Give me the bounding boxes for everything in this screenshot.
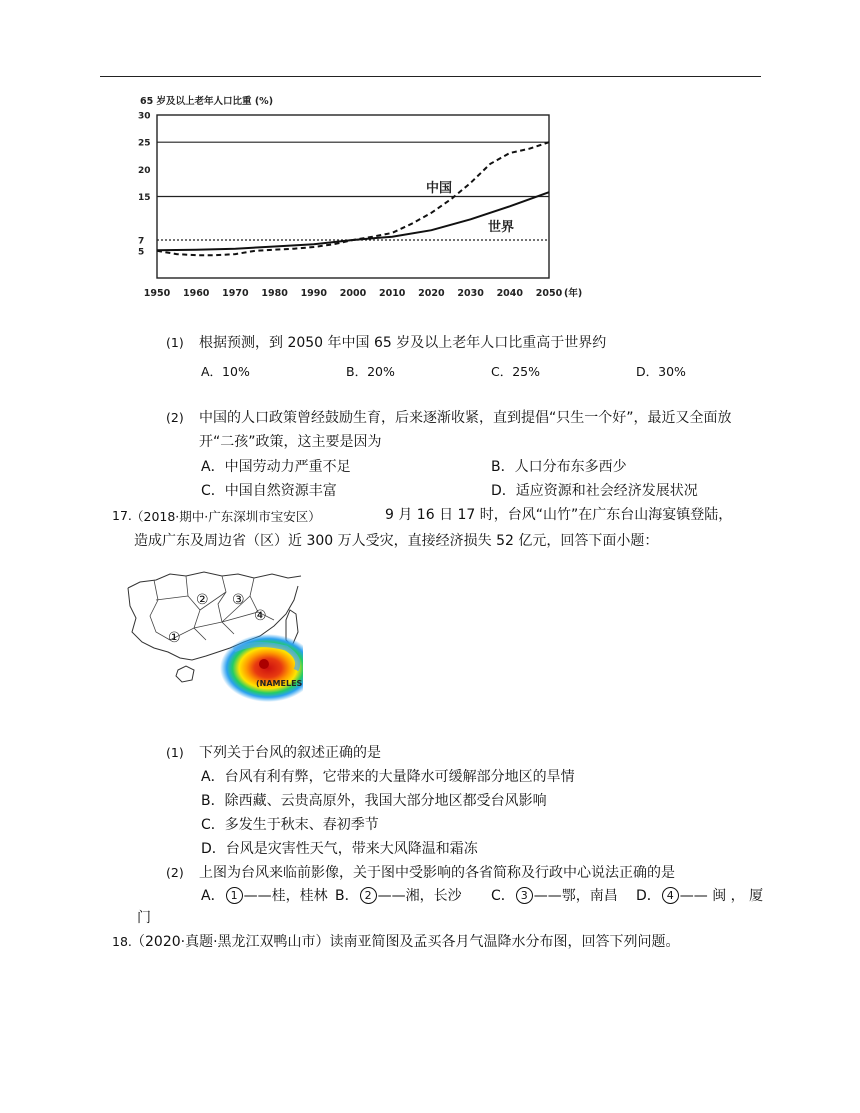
q17-sub2-option-d[interactable] <box>636 886 763 906</box>
option-prefix: B． <box>335 888 359 904</box>
q18-number: 18. <box>112 934 132 949</box>
q16-sub2-stem-line2: 开“二孩”政策，这主要是因为 <box>199 434 382 450</box>
q16-sub1-option-b[interactable]: B．20% <box>346 364 395 379</box>
q16-sub1-option-d[interactable]: D．30% <box>636 364 686 379</box>
q17-sub1-number: (1) <box>166 745 184 760</box>
q18-text: （2020·真题·黑龙江双鸭山市）读南亚简图及孟买各月气温降水分布图，回答下列问题。 <box>131 934 680 950</box>
option-text: —— 闽 ， 厦 <box>679 888 764 904</box>
x-tick-label: 2010 <box>378 288 406 299</box>
option-prefix: D． <box>636 888 661 904</box>
series-label-china: 中国 <box>426 181 453 196</box>
circled-number: 1 <box>226 887 243 904</box>
y-tick-label: 15 <box>138 193 151 203</box>
circled-number: 2 <box>360 887 377 904</box>
map-label-4: ④ <box>254 608 267 624</box>
q16-sub2-number: (2) <box>166 410 184 425</box>
option-prefix: C． <box>491 888 515 904</box>
q17-stem-line1: 9 月 16 日 17 时，台风“山竹”在广东台山海宴镇登陆， <box>385 507 733 523</box>
q16-sub1-number: (1) <box>166 335 184 350</box>
typhoon-map <box>126 570 303 702</box>
y-tick-label: 20 <box>138 165 151 176</box>
x-tick-label: 2020 <box>418 288 445 299</box>
q17-sub2-stem: 上图为台风来临前影像，关于图中受影响的各省简称及行政中心说法正确的是 <box>199 865 675 881</box>
x-tick-label: 1960 <box>182 288 210 299</box>
q16-sub2-option-d[interactable]: D．适应资源和社会经济发展状况 <box>491 483 698 499</box>
circled-number: 3 <box>516 887 533 904</box>
x-axis-unit: (年) <box>564 288 583 299</box>
q16-sub1-option-c[interactable]: C．25% <box>491 364 541 379</box>
y-tick-label: 7 <box>138 236 145 247</box>
map-label-1: ① <box>168 630 181 646</box>
x-tick-label: 1980 <box>261 288 288 299</box>
header-rule <box>100 76 761 77</box>
q17-sub1-option-d[interactable]: D．台风是灾害性天气，带来大风降温和霜冻 <box>201 841 478 857</box>
x-tick-label: 1990 <box>300 288 328 299</box>
q17-source: （2018·期中·广东深圳市宝安区） <box>131 509 321 524</box>
q17-sub2-option-a[interactable] <box>201 886 328 906</box>
x-tick-label: 1950 <box>143 288 171 299</box>
x-tick-label: 2000 <box>339 288 367 299</box>
map-typhoon-label: (NAMELES <box>256 679 303 688</box>
map-label-3: ③ <box>232 592 245 608</box>
y-tick-label: 30 <box>138 111 151 122</box>
x-tick-label: 1970 <box>222 288 249 299</box>
q17-number: 17. <box>112 508 132 523</box>
circled-number: 4 <box>662 887 679 904</box>
typhoon-eye <box>259 659 269 669</box>
hainan-island <box>176 666 194 682</box>
y-tick-label: 25 <box>138 138 151 149</box>
q16-sub2-option-c[interactable]: C．中国自然资源丰富 <box>201 483 337 499</box>
q16-sub1-stem: 根据预测，到 2050 年中国 65 岁及以上老年人口比重高于世界约 <box>199 335 607 351</box>
series-label-world: 世界 <box>488 220 515 235</box>
q17-sub1-option-a[interactable]: A．台风有利有弊，它带来的大量降水可缓解部分地区的旱情 <box>201 769 575 785</box>
map-label-2: ② <box>196 592 209 608</box>
q16-sub2-stem-line1: 中国的人口政策曾经鼓励生育，后来逐渐收紧，直到提倡“只生一个好”，最近又全面放 <box>199 410 732 426</box>
y-tick-label: 5 <box>138 247 145 258</box>
q16-sub2-option-b[interactable]: B．人口分布东多西少 <box>491 459 627 475</box>
option-text: ——鄂，南昌 <box>533 888 618 904</box>
series-line-china <box>157 142 549 255</box>
q17-sub1-option-b[interactable]: B．除西藏、云贵高原外，我国大部分地区都受台风影响 <box>201 793 547 809</box>
q16-sub1-option-a[interactable]: A．10% <box>201 364 250 379</box>
q16-sub2-option-a[interactable]: A．中国劳动力严重不足 <box>201 459 351 475</box>
aging-population-chart <box>132 90 612 302</box>
q17-sub1-stem: 下列关于台风的叙述正确的是 <box>199 745 381 761</box>
option-prefix: A． <box>201 888 225 904</box>
q17-sub1-option-c[interactable]: C．多发生于秋末、春初季节 <box>201 817 379 833</box>
x-tick-label: 2030 <box>457 288 484 299</box>
x-tick-label: 2050 <box>535 288 563 299</box>
chart-title: 65 岁及以上老年人口比重 (%) <box>140 96 274 107</box>
x-tick-label: 2040 <box>496 288 524 299</box>
option-text: ——湘，长沙 <box>377 888 462 904</box>
q17-sub2-option-b[interactable] <box>335 886 462 906</box>
q17-stem-line2: 造成广东及周边省（区）近 300 万人受灾，直接经济损失 52 亿元，回答下面小题： <box>134 533 659 549</box>
option-text: ——桂，桂林 <box>243 888 328 904</box>
q17-sub2-option-d-wrap: 门 <box>137 910 151 926</box>
q17-sub2-option-c[interactable] <box>491 886 618 906</box>
q17-sub2-number: (2) <box>166 865 184 880</box>
